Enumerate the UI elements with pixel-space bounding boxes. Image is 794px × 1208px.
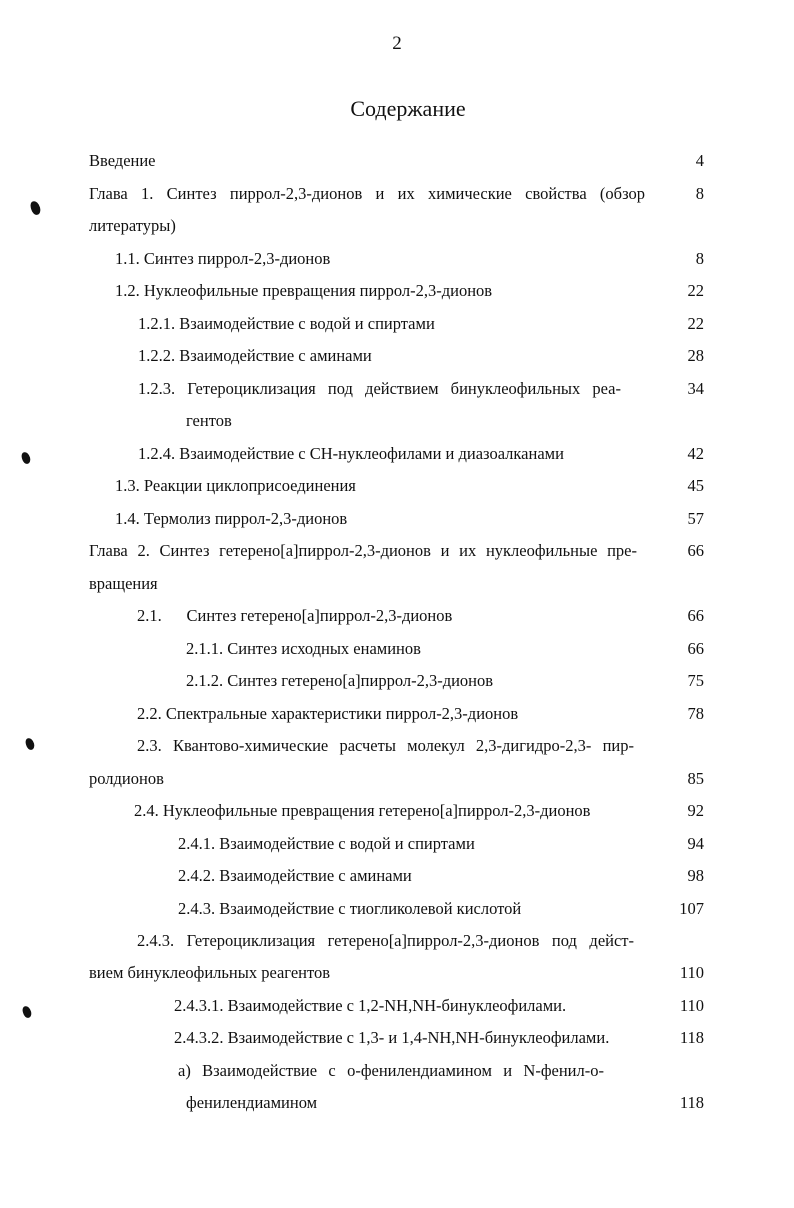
toc-entry-text: 2.4.3.1. Взаимодействие с 1,2-NH,NH-бинуклеофилами. [174,996,567,1015]
toc-entry-text: 2.4.1. Взаимодействие с водой и спиртами [178,834,475,853]
toc-entry-page: 94 [687,834,704,853]
toc-entry-text: литературы) [89,216,176,235]
toc-entry-text: 2.1.2. Синтез гетерено[a]пиррол-2,3-дионов [186,671,494,690]
toc-entry-text: вием бинуклеофильных реагентов [89,963,331,982]
toc-entry-text: 1.1. Синтез пиррол-2,3-дионов [115,249,331,268]
toc-entry-text: 2.4. Нуклеофильные превращения гетерено[a]пиррол-2,3-дионов [134,801,591,820]
toc-entry-text: 1.2. Нуклеофильные превращения пиррол-2,3-дионов [115,281,493,300]
toc-entry-text: 1.2.3. Гетероциклизация под действием бинуклеофильных реа- [138,379,621,398]
toc-entry-text: 1.2.4. Взаимодействие с CH-нуклеофилами и диазоалканами [138,444,564,463]
page-number: 2 [392,33,402,54]
toc-entry-page: 22 [687,314,704,333]
toc-entry-text: ролдионов [89,769,164,788]
toc-entry-text: а) Взаимодействие с o-фенилендиамином и N-фенил-o- [178,1061,604,1080]
toc-entry-page: 107 [679,899,704,918]
toc-entry-page: 45 [687,476,704,495]
toc-entry-page: 78 [687,704,704,723]
page-title: Содержание [350,96,466,121]
toc-entry-page: 66 [687,606,704,625]
toc-entry-page: 92 [687,801,704,820]
toc-entry-page: 8 [695,184,704,203]
toc-entry-page: 34 [687,379,704,398]
toc-entry-page: 22 [687,281,704,300]
toc-entry-text: 2.3. Квантово-химические расчеты молекул 2,3-дигидро-2,3- пир- [137,736,634,755]
scan-speck [29,200,41,216]
toc-entry-page: 57 [687,509,704,528]
toc-entry-text: Глава 2. Синтез гетерено[a]пиррол-2,3-дионов и их нуклеофильные пре- [89,541,637,560]
scan-speck [21,451,32,465]
toc-entry-text: 1.2.1. Взаимодействие с водой и спиртами [138,314,435,333]
toc-entry-page: 42 [687,444,704,463]
toc-entry-text: 1.4. Термолиз пиррол-2,3-дионов [115,509,348,528]
toc-entry-page: 85 [687,769,704,788]
toc-entry-page: 28 [687,346,704,365]
toc-entry-text: 1.2.2. Взаимодействие с аминами [138,346,372,365]
toc-entry-text: 2.4.3. Взаимодействие с тиогликолевой кислотой [178,899,522,918]
toc-entry-page: 98 [687,866,704,885]
toc-entry-text: гентов [186,411,232,430]
toc-entry-text: 2.1. Синтез гетерено[a]пиррол-2,3-дионов [137,606,453,625]
toc-entry-page: 110 [679,963,704,982]
toc-entry-text: фенилендиамином [186,1093,318,1112]
toc-entry-page: 66 [687,639,704,658]
toc-entry-page: 118 [679,1093,704,1112]
scan-speck [25,737,36,751]
toc-entry-text: Введение [89,151,156,170]
toc-entry-text: 2.1.1. Синтез исходных енаминов [186,639,421,658]
toc-entry-page: 118 [679,1028,704,1047]
toc-entry-text: вращения [89,574,158,593]
scan-speck [22,1005,33,1019]
toc-entry-page: 4 [695,151,704,170]
toc-entry-page: 66 [687,541,704,560]
toc-entry-text: 2.4.2. Взаимодействие с аминами [178,866,412,885]
toc-entry-text: 2.2. Спектральные характеристики пиррол-2,3-дионов [137,704,519,723]
toc-entry-page: 110 [679,996,704,1015]
toc-entry-page: 8 [695,249,704,268]
toc-entry-text: 2.4.3. Гетероциклизация гетерено[a]пиррол-2,3-дионов под дейст- [137,931,634,950]
toc-entry-page: 75 [687,671,704,690]
toc-entry-text: 1.3. Реакции циклоприсоединения [115,476,356,495]
toc-entry-text: Глава 1. Синтез пиррол-2,3-дионов и их химические свойства (обзор [89,184,645,203]
toc-entry-text: 2.4.3.2. Взаимодействие с 1,3- и 1,4-NH,NH-бинуклеофилами. [174,1028,610,1047]
